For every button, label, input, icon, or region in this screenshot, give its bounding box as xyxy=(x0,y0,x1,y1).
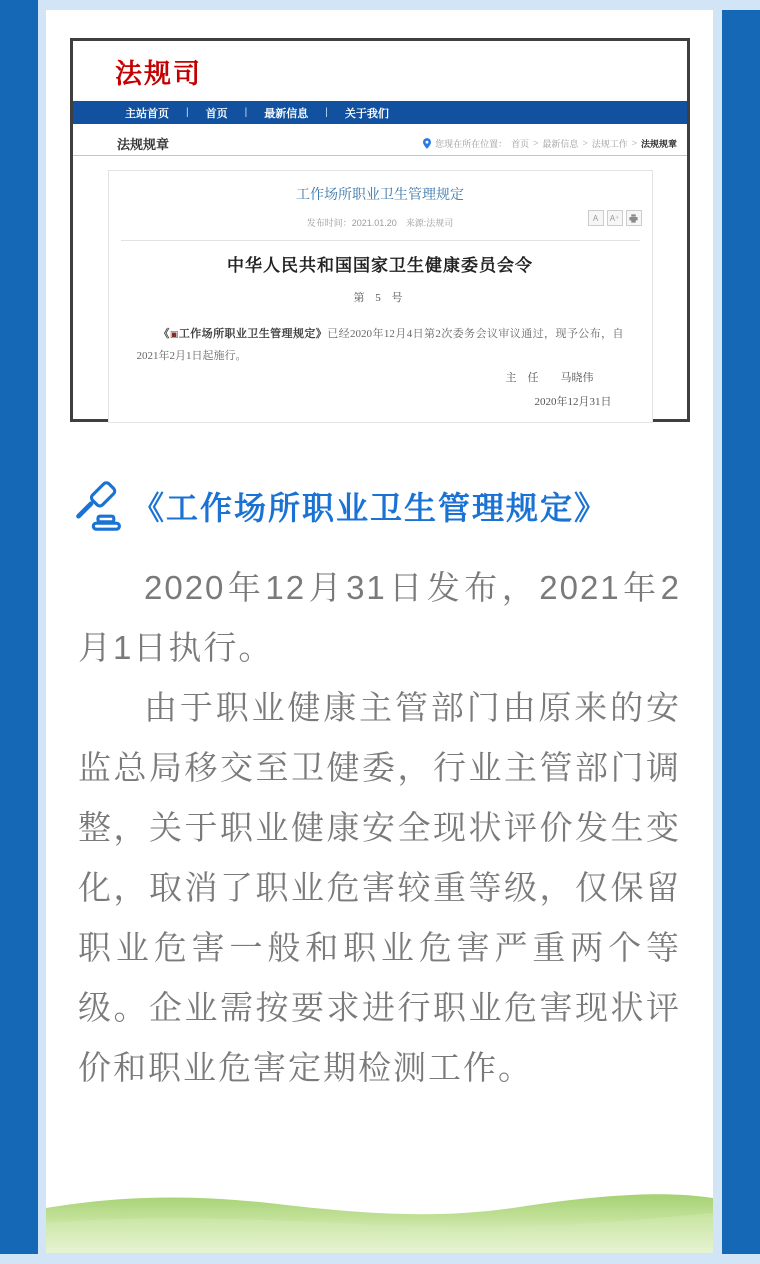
frame-left-bar xyxy=(0,0,38,1254)
decree-number: 第 5 号 xyxy=(353,292,407,304)
article-meta: 发布时间：2021.01.20 来源:法规司 xyxy=(306,218,454,228)
summary-section xyxy=(46,480,713,1098)
summary-paragraph-1: 2020年12月31日发布，2021年2月1日执行。 xyxy=(78,569,681,666)
content-card xyxy=(46,10,713,1253)
attachment-icon: ▣ xyxy=(169,329,179,339)
breadcrumb-separator: > xyxy=(631,138,637,148)
article-title: 工作场所职业卫生管理规定 xyxy=(296,186,464,202)
decree-doc-name: 工作场所职业卫生管理规定 xyxy=(178,328,316,340)
summary-paragraph-2: 由于职业健康主管部门由原来的安监总局移交至卫健委，行业主管部门调整，关于职业健康安全现状评价发生变化，取消了职业危害较重等级，仅保留职业危害一般和职业危害严重两个等级。企业需按要求进行职业危害现状评价和职业危害定期检测工作。 xyxy=(78,689,681,1086)
location-pin-icon xyxy=(423,138,431,149)
site-nav xyxy=(73,101,687,124)
nav-separator: | xyxy=(244,107,248,118)
breadcrumb-item-home[interactable]: 首页 xyxy=(511,138,530,149)
wave-footer-decoration xyxy=(46,1181,713,1253)
decree-doc-quote-open: 《 xyxy=(158,328,170,340)
summary-title: 《工作场所职业卫生管理规定》 xyxy=(132,490,609,526)
article-divider xyxy=(121,240,640,241)
breadcrumb xyxy=(423,137,677,150)
summary-header xyxy=(72,480,681,532)
article-box xyxy=(108,170,653,423)
decree-doc-quote-close: 》 xyxy=(315,328,328,340)
breadcrumb-item-current: 法规规章 xyxy=(640,138,677,149)
print-button[interactable] xyxy=(626,210,642,226)
breadcrumb-item-legal-work[interactable]: 法规工作 xyxy=(591,138,628,149)
site-logo: 法规司 xyxy=(115,58,202,89)
decree-signer: 主 任 马晓伟 xyxy=(505,372,594,384)
website-screenshot xyxy=(70,38,690,422)
decree-sign-date: 2020年12月31日 xyxy=(534,396,612,408)
section-row xyxy=(73,131,687,156)
nav-separator: | xyxy=(186,107,189,118)
site-header xyxy=(73,41,687,101)
frame-right-bar xyxy=(722,10,760,1254)
nav-item-main-home[interactable]: 主站首页 xyxy=(125,107,169,120)
breadcrumb-separator: > xyxy=(582,138,588,148)
font-smaller-button[interactable]: A xyxy=(588,210,604,226)
printer-icon xyxy=(629,214,638,223)
breadcrumb-item-latest-news[interactable]: 最新信息 xyxy=(542,138,579,149)
nav-item-about-us[interactable]: 关于我们 xyxy=(344,107,389,120)
decree-body xyxy=(137,323,624,367)
font-larger-button[interactable]: A⁺ xyxy=(607,210,623,226)
nav-item-home[interactable]: 首页 xyxy=(205,107,228,120)
article-meta-row xyxy=(109,213,652,231)
nav-item-latest-news[interactable]: 最新信息 xyxy=(264,107,309,120)
section-title: 法规规章 xyxy=(117,136,170,152)
breadcrumb-separator: > xyxy=(533,138,539,148)
gavel-icon xyxy=(72,480,124,532)
decree-body-text: 已经2020年12月4日第2次委务会议审议通过，现予公布，自2021年2月1日起施行。 xyxy=(136,328,624,362)
nav-separator: | xyxy=(325,107,328,118)
decree-title: 中华人民共和国国家卫生健康委员会令 xyxy=(227,256,533,275)
font-tools xyxy=(588,210,642,226)
breadcrumb-prefix: 您现在所在位置： xyxy=(435,138,508,149)
